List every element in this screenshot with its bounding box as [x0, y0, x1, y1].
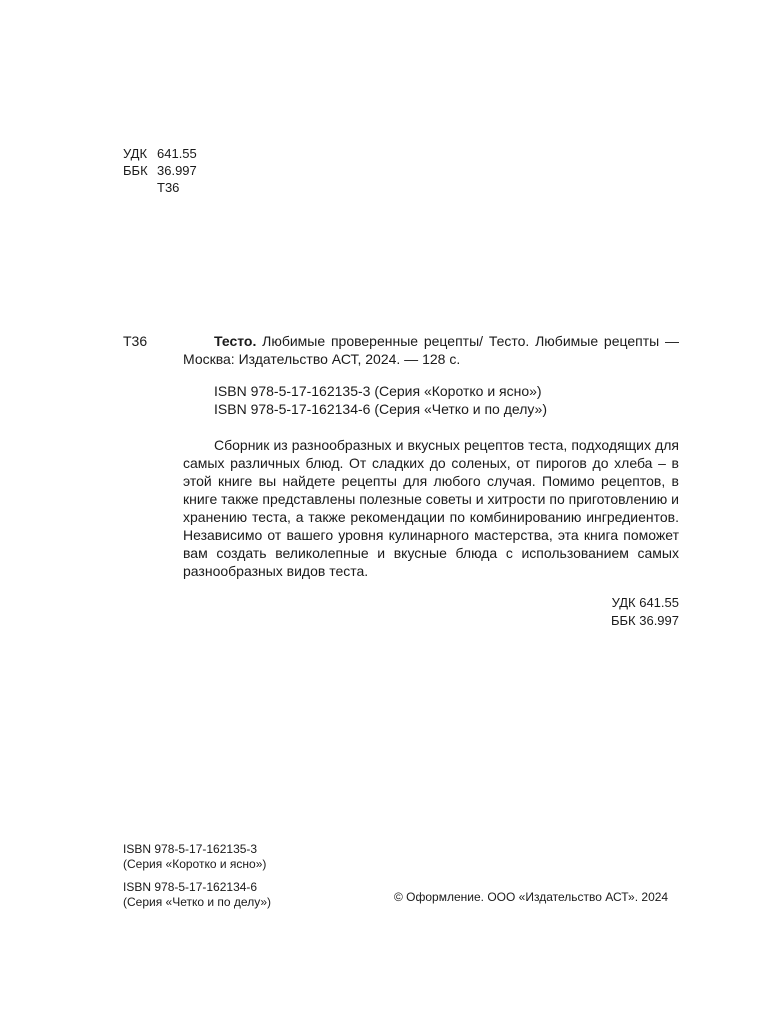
- bbk-label: ББК: [123, 163, 148, 178]
- record-title-rest: Любимые проверенные рецепты/ Тесто. Любимые рецепты — Москва: Издательство АСТ, 2024. — 128 с.: [183, 333, 679, 367]
- record-isbn-1: ISBN 978-5-17-162135-3 (Серия «Коротко и ясно»): [214, 383, 542, 399]
- imprint-isbn-block: [123, 842, 271, 918]
- author-mark-spacer: [123, 179, 157, 196]
- bbk-value: 36.997: [157, 163, 197, 178]
- imprint-isbn-2: ISBN 978-5-17-162134-6: [123, 880, 258, 894]
- imprint-series-2: (Серия «Четко и по делу»): [123, 895, 272, 909]
- record-isbn-2: ISBN 978-5-17-162134-6 (Серия «Четко и по делу»): [214, 401, 547, 417]
- imprint-isbn-group-1: [123, 842, 271, 872]
- author-mark-row: [123, 179, 197, 196]
- classification-block: [123, 145, 197, 196]
- record-title-bold: Тесто.: [214, 333, 257, 349]
- record-title: [183, 332, 679, 368]
- bbk-row: [123, 162, 197, 179]
- record-author-mark: Т36: [123, 333, 148, 349]
- record-bbk: ББК 36.997: [610, 613, 679, 628]
- imprint-isbn-group-2: [123, 880, 271, 910]
- udk-row: [123, 145, 197, 162]
- udk-value: 641.55: [157, 146, 197, 161]
- author-mark-top: Т36: [157, 180, 180, 195]
- udk-label: УДК: [123, 146, 148, 161]
- copyright-notice: © Оформление. ООО «Издательство АСТ». 2024: [394, 890, 669, 904]
- record-isbn-block: [214, 382, 679, 418]
- bibliographic-record: [183, 332, 679, 630]
- record-classification-codes: [183, 594, 679, 630]
- imprint-isbn-1: ISBN 978-5-17-162135-3: [123, 842, 258, 856]
- record-udk: УДК 641.55: [611, 595, 679, 610]
- imprint-series-1: (Серия «Коротко и ясно»): [123, 857, 267, 871]
- record-annotation: Сборник из разнообразных и вкусных рецептов теста, подходящих для самых различных блюд. От сладких до соленых, от пирогов до хлеба – в этой книге вы найдете рецепты для любого случая. Помимо рецептов, в книге также представлены полезные советы и хитрости по приготовлению и хранению теста, а также рекомендации по комбинированию ингредиентов. Независимо от вашего уровня кулинарного мастерства, эта книга поможет вам создать великолепные и вкусные блюда с использованием самых разнообразных видов теста.: [183, 437, 679, 579]
